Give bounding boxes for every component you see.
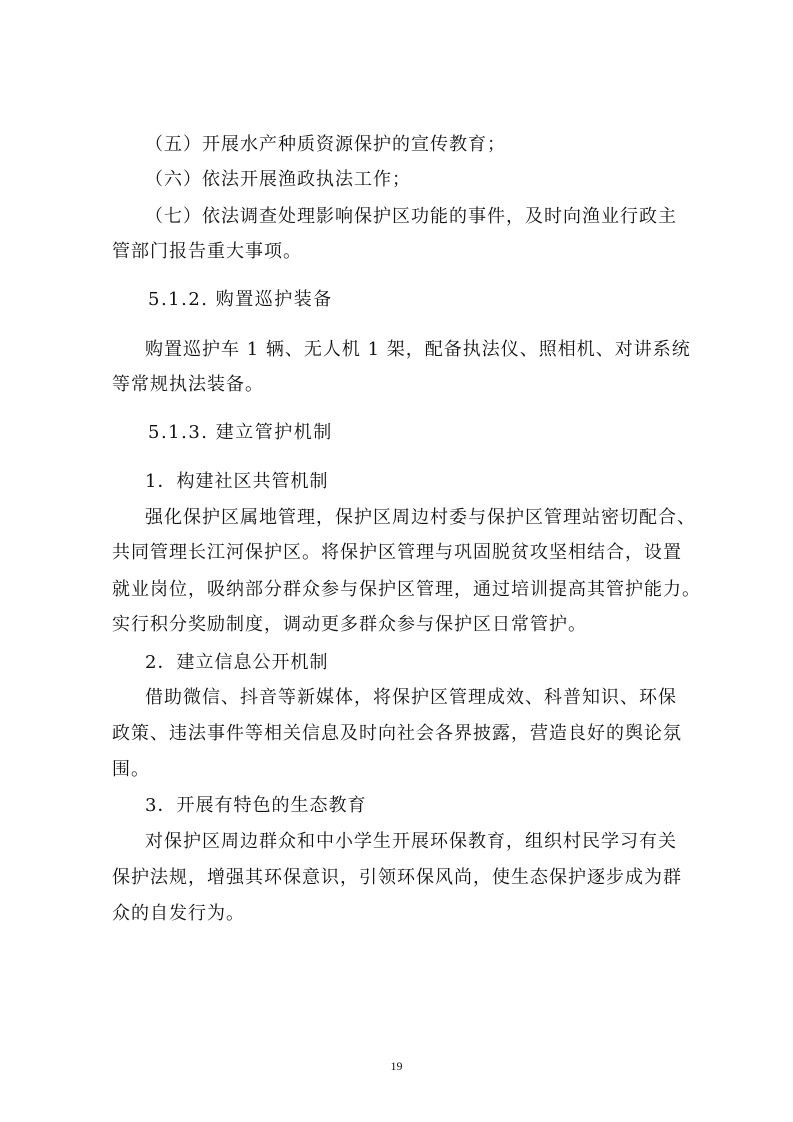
paragraph-community-line4: 实行积分奖励制度，调动更多群众参与保护区日常管护。 — [112, 614, 587, 635]
paragraph-community-line2: 共同管理长江河保护区。将保护区管理与巩固脱贫攻坚相结合，设置 — [112, 542, 682, 563]
subheading-community-comanagement: 1．构建社区共管机制 — [145, 471, 329, 492]
subheading-ecological-education: 3．开展有特色的生态教育 — [145, 795, 367, 816]
list-item-seven-line1: （七）依法调查处理影响保护区功能的事件，及时向渔业行政主 — [145, 206, 677, 227]
paragraph-disclosure-line1: 借助微信、抖音等新媒体，将保护区管理成效、科普知识、环保 — [145, 687, 677, 708]
subheading-information-disclosure: 2．建立信息公开机制 — [145, 652, 329, 673]
list-item-six: （六）依法开展渔政执法工作； — [145, 169, 411, 190]
paragraph-education-line3: 众的自发行为。 — [112, 903, 245, 924]
section-heading-5-1-3: 5.1.3. 建立管护机制 — [148, 422, 333, 443]
section-heading-5-1-2: 5.1.2. 购置巡护装备 — [148, 289, 333, 310]
paragraph-education-line1: 对保护区周边群众和中小学生开展环保教育，组织村民学习有关 — [145, 831, 677, 852]
list-item-seven-line2: 管部门报告重大事项。 — [112, 241, 302, 262]
paragraph-disclosure-line2: 政策、违法事件等相关信息及时向社会各界披露，营造良好的舆论氛 — [112, 723, 682, 744]
paragraph-equipment-line2: 等常规执法装备。 — [112, 374, 264, 395]
list-item-five: （五）开展水产种质资源保护的宣传教育； — [145, 134, 506, 155]
paragraph-education-line2: 保护法规，增强其环保意识，引领环保风尚，使生态保护逐步成为群 — [112, 867, 682, 888]
page-number: 19 — [390, 1059, 403, 1073]
paragraph-community-line3: 就业岗位，吸纳部分群众参与保护区管理，通过培训提高其管护能力。 — [112, 579, 701, 600]
paragraph-disclosure-line3: 围。 — [112, 759, 150, 780]
paragraph-community-line1: 强化保护区属地管理，保护区周边村委与保护区管理站密切配合、 — [145, 507, 696, 528]
paragraph-equipment-line1: 购置巡护车 1 辆、无人机 1 架，配备执法仪、照相机、对讲系统 — [145, 339, 691, 360]
